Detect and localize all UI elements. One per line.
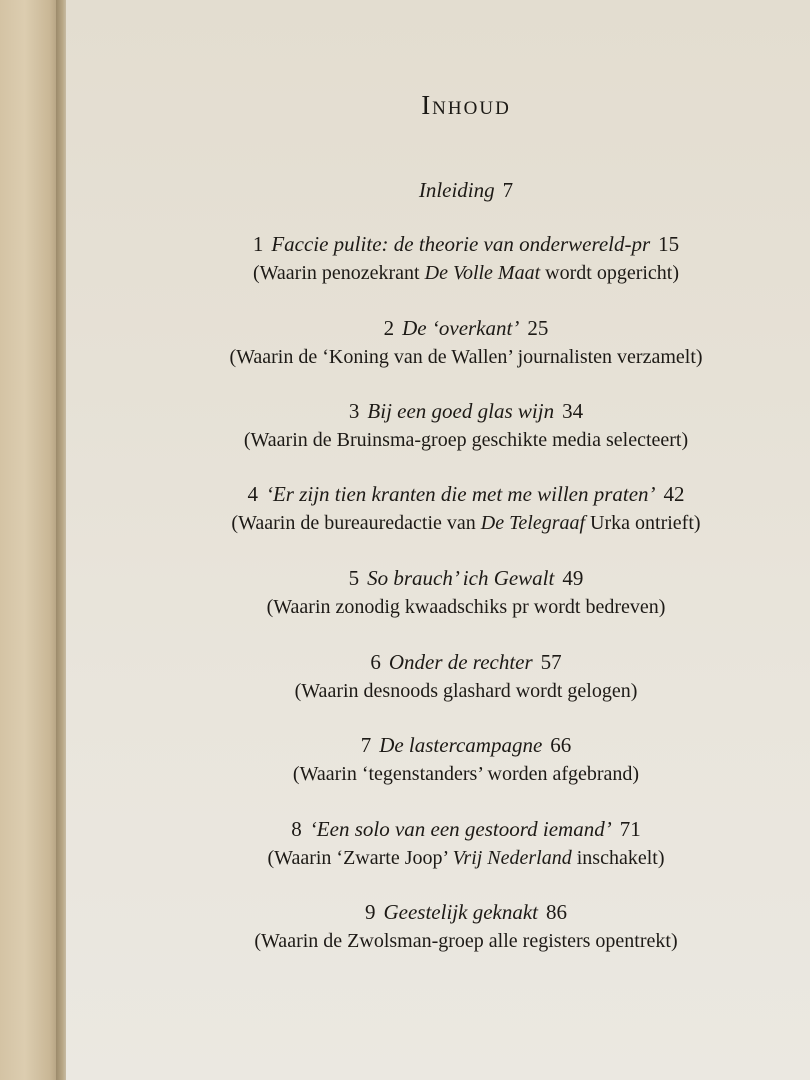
chapter-number: 9	[364, 900, 376, 924]
chapter-desc-end: wordt opgericht)	[540, 262, 680, 284]
chapter-number: 5	[348, 566, 360, 590]
intro-label: Inleiding	[418, 178, 495, 202]
chapter-number: 1	[252, 232, 264, 256]
chapter-page: 57	[540, 650, 562, 674]
chapter-desc: (Waarin penozekrant	[252, 262, 425, 284]
chapter-page: 71	[619, 817, 641, 841]
chapter-number: 8	[291, 817, 302, 841]
chapter-desc: (Waarin desnoods glashard wordt gelogen)	[294, 680, 638, 702]
chapter-title: De lastercampagne	[379, 733, 543, 757]
chapter-desc: (Waarin de ‘Koning van de Wallen’ journalisten verzamelt)	[229, 346, 703, 368]
chapter-desc-end: inschakelt)	[571, 847, 665, 869]
chapter-desc: (Waarin ‘Zwarte Joop’	[267, 847, 453, 869]
toc-entry	[106, 815, 810, 872]
toc-entry	[106, 648, 810, 705]
chapter-title: Onder de rechter	[388, 650, 533, 674]
chapter-title: De ‘overkant’	[402, 316, 520, 340]
chapter-page: 66	[550, 733, 572, 757]
chapter-page: 25	[527, 316, 549, 340]
chapter-title: ‘Er zijn tien kranten die met me willen praten’	[265, 482, 656, 506]
chapter-desc: (Waarin de Bruinsma-groep geschikte media selecteert)	[243, 429, 689, 451]
chapter-title: Bij een goed glas wijn	[367, 399, 555, 423]
toc-entry	[106, 564, 810, 621]
toc-entry	[106, 731, 810, 788]
toc-entry	[106, 898, 810, 955]
book-page	[66, 0, 810, 1080]
intro-page: 7	[502, 178, 514, 202]
chapter-page: 15	[658, 232, 680, 256]
left-page-edge	[0, 0, 62, 1080]
chapter-page: 49	[562, 566, 584, 590]
chapter-desc: (Waarin ‘tegenstanders’ worden afgebrand)	[292, 763, 640, 785]
toc-entry	[106, 230, 810, 287]
chapter-number: 3	[348, 399, 360, 423]
chapter-number: 6	[370, 650, 381, 674]
chapter-desc-italic: Vrij Nederland	[452, 847, 572, 869]
chapter-title: ‘Een solo van een gestoord iemand’	[309, 817, 612, 841]
chapter-desc: (Waarin de Zwolsman-groep alle registers opentrekt)	[254, 930, 678, 952]
chapter-title: So brauch’ ich Gewalt	[367, 566, 555, 590]
toc-intro	[106, 176, 810, 204]
toc-entry	[106, 314, 810, 371]
page-title: Inhoud	[421, 90, 511, 120]
toc-entry	[106, 397, 810, 454]
chapter-number: 4	[247, 482, 258, 506]
chapter-desc-italic: De Telegraaf	[480, 512, 586, 534]
chapter-title: Faccie pulite: de theorie van onderwereld-pr	[271, 232, 651, 256]
toc-entry	[106, 480, 810, 537]
chapter-page: 34	[562, 399, 584, 423]
chapter-desc: (Waarin de bureauredactie van	[231, 512, 481, 534]
chapter-desc-end: Urka ontrieft)	[585, 512, 701, 534]
chapter-desc: (Waarin zonodig kwaadschiks pr wordt bedreven)	[266, 596, 666, 618]
chapter-page: 86	[546, 900, 567, 924]
chapter-desc-italic: De Volle Maat	[424, 262, 541, 284]
chapter-title: Geestelijk geknakt	[383, 900, 538, 924]
chapter-page: 42	[663, 482, 685, 506]
chapter-number: 7	[360, 733, 372, 757]
chapter-number: 2	[383, 316, 395, 340]
